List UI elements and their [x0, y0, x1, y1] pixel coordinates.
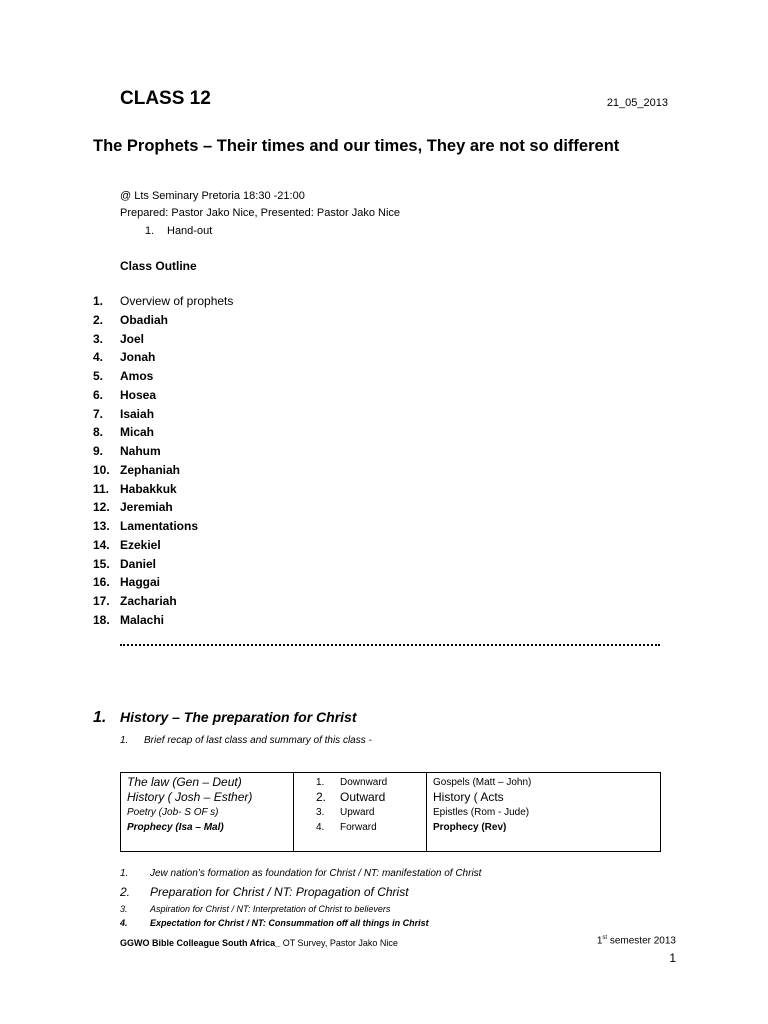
- item-text: Haggai: [120, 575, 161, 590]
- list-item: [93, 388, 233, 407]
- item-number: 18.: [93, 612, 110, 627]
- list-item: [120, 918, 481, 932]
- item-text: Isaiah: [120, 406, 155, 421]
- item-number: 17.: [93, 594, 110, 608]
- list-item: [93, 613, 233, 632]
- item-text: Jeremiah: [120, 500, 173, 515]
- cell-line: Poetry (Job- S OF s): [127, 807, 219, 818]
- item-text: Downward: [340, 777, 388, 788]
- list-item: [93, 369, 233, 388]
- table-row: [121, 773, 661, 852]
- item-text: Outward: [340, 790, 386, 804]
- class-title: CLASS 12: [120, 88, 211, 109]
- document-date: 21_05_2013: [606, 97, 668, 109]
- item-text: Jonah: [120, 350, 156, 365]
- item-number: 11.: [93, 481, 110, 496]
- list-item: [93, 463, 233, 482]
- list-item: [120, 904, 481, 918]
- item-number: 2.: [316, 790, 327, 804]
- location-line: @ Lts Seminary Pretoria 18:30 -21:00: [120, 190, 305, 202]
- subitem-text: Brief recap of last class and summary of this class -: [144, 735, 372, 746]
- list-item: [93, 519, 233, 538]
- item-text: Micah: [120, 425, 155, 440]
- handout-item: [145, 225, 212, 237]
- list-item: [120, 868, 481, 885]
- item-number: 12.: [93, 500, 110, 515]
- item-text: Obadiah: [120, 312, 169, 327]
- item-text: Daniel: [120, 556, 157, 571]
- semester-suffix: st: [602, 935, 608, 941]
- table-cell-ot-divisions: [121, 773, 294, 852]
- item-number: 4.: [316, 822, 325, 833]
- item-number: 1.: [93, 294, 104, 308]
- comparison-list: [120, 868, 481, 932]
- item-number: 8.: [93, 425, 104, 440]
- list-item: [93, 444, 233, 463]
- class-outline-list: [93, 294, 233, 632]
- list-item: [93, 482, 233, 501]
- table-cell-nt-divisions: [427, 773, 661, 852]
- list-item: [93, 500, 233, 519]
- list-item: [93, 594, 233, 613]
- item-text: Overview of prophets: [120, 294, 234, 308]
- item-text: Ezekiel: [120, 537, 161, 552]
- item-number: 2.: [120, 885, 131, 899]
- item-text: Habakkuk: [120, 481, 177, 496]
- item-text: Upward: [340, 807, 375, 818]
- list-item: [120, 885, 481, 904]
- footer-semester: [597, 935, 676, 946]
- list-item: [93, 557, 233, 576]
- item-number: 4.: [120, 918, 128, 928]
- section-heading: [93, 709, 356, 727]
- cell-line: Epistles (Rom - Jude): [433, 807, 530, 818]
- item-text: Amos: [120, 369, 154, 383]
- table-cell-directions: [294, 773, 427, 852]
- cell-line: Prophecy (Rev): [433, 822, 507, 833]
- item-number: 1.: [316, 777, 325, 788]
- item-number: 6.: [93, 387, 104, 402]
- list-item: [93, 575, 233, 594]
- item-text: Malachi: [120, 612, 165, 627]
- footer-course: OT Survey, Pastor Jako Nice: [280, 938, 398, 948]
- cell-line: The law (Gen – Deut): [127, 775, 242, 789]
- list-item: [93, 332, 233, 351]
- page-number: 1: [669, 951, 676, 965]
- cell-line: Gospels (Matt – John): [433, 777, 532, 788]
- cell-line: [316, 775, 420, 790]
- handout-text: Hand-out: [167, 225, 213, 237]
- handout-number: 1.: [145, 225, 155, 237]
- item-number: 16.: [93, 575, 110, 590]
- list-item: [93, 538, 233, 557]
- item-number: 14.: [93, 537, 110, 552]
- dotted-divider: [120, 644, 660, 646]
- item-text: Nahum: [120, 444, 161, 458]
- section-title: History – The preparation for Christ: [120, 709, 357, 725]
- item-number: 9.: [93, 444, 104, 458]
- item-number: 7.: [93, 406, 104, 421]
- list-item: [93, 350, 233, 369]
- item-text: Lamentations: [120, 519, 199, 533]
- cell-line: [316, 805, 420, 820]
- cell-line: Prophecy (Isa – Mal): [127, 822, 224, 833]
- item-text: Preparation for Christ / NT: Propagation of Christ: [150, 885, 409, 899]
- cell-line: [316, 820, 420, 835]
- item-text: Zephaniah: [120, 462, 181, 477]
- summary-table: [120, 772, 661, 852]
- prepared-line: Prepared: Pastor Jako Nice, Presented: Pastor Jako Nice: [120, 207, 401, 219]
- item-number: 2.: [93, 312, 104, 327]
- item-number: 10.: [93, 462, 110, 477]
- section-subitem: [120, 735, 372, 746]
- item-number: 3.: [93, 331, 104, 346]
- list-item: [93, 407, 233, 426]
- list-item: [93, 313, 233, 332]
- page-title: The Prophets – Their times and our times, They are not so different: [93, 137, 620, 155]
- footer-left: [120, 938, 398, 948]
- section-number: 1.: [93, 709, 107, 726]
- item-number: 13.: [93, 519, 110, 533]
- item-number: 4.: [93, 350, 104, 365]
- item-text: Expectation for Christ / NT: Consummation off all things in Christ: [150, 918, 429, 928]
- item-text: Forward: [340, 822, 377, 833]
- footer-org: GGWO Bible Colleague South Africa_: [120, 938, 281, 948]
- list-item: [93, 294, 233, 313]
- semester-text: semester 2013: [607, 935, 676, 947]
- item-text: Aspiration for Christ / NT: Interpretation of Christ to believers: [150, 904, 391, 914]
- item-text: Jew nation’s formation as foundation for Christ / NT: manifestation of Christ: [150, 868, 482, 879]
- item-number: 3.: [316, 807, 325, 818]
- item-text: Hosea: [120, 387, 157, 402]
- item-number: 5.: [93, 369, 104, 383]
- list-item: [93, 425, 233, 444]
- item-number: 1.: [120, 868, 129, 879]
- cell-line: History ( Acts: [433, 790, 504, 804]
- item-text: Zachariah: [120, 594, 177, 608]
- cell-line: [316, 790, 420, 805]
- item-number: 15.: [93, 556, 110, 571]
- item-number: 3.: [120, 904, 128, 914]
- semester-number: 1: [596, 935, 603, 947]
- outline-heading: Class Outline: [120, 259, 197, 273]
- cell-line: History ( Josh – Esther): [127, 790, 253, 804]
- subitem-number: 1.: [120, 735, 129, 746]
- item-text: Joel: [120, 331, 145, 346]
